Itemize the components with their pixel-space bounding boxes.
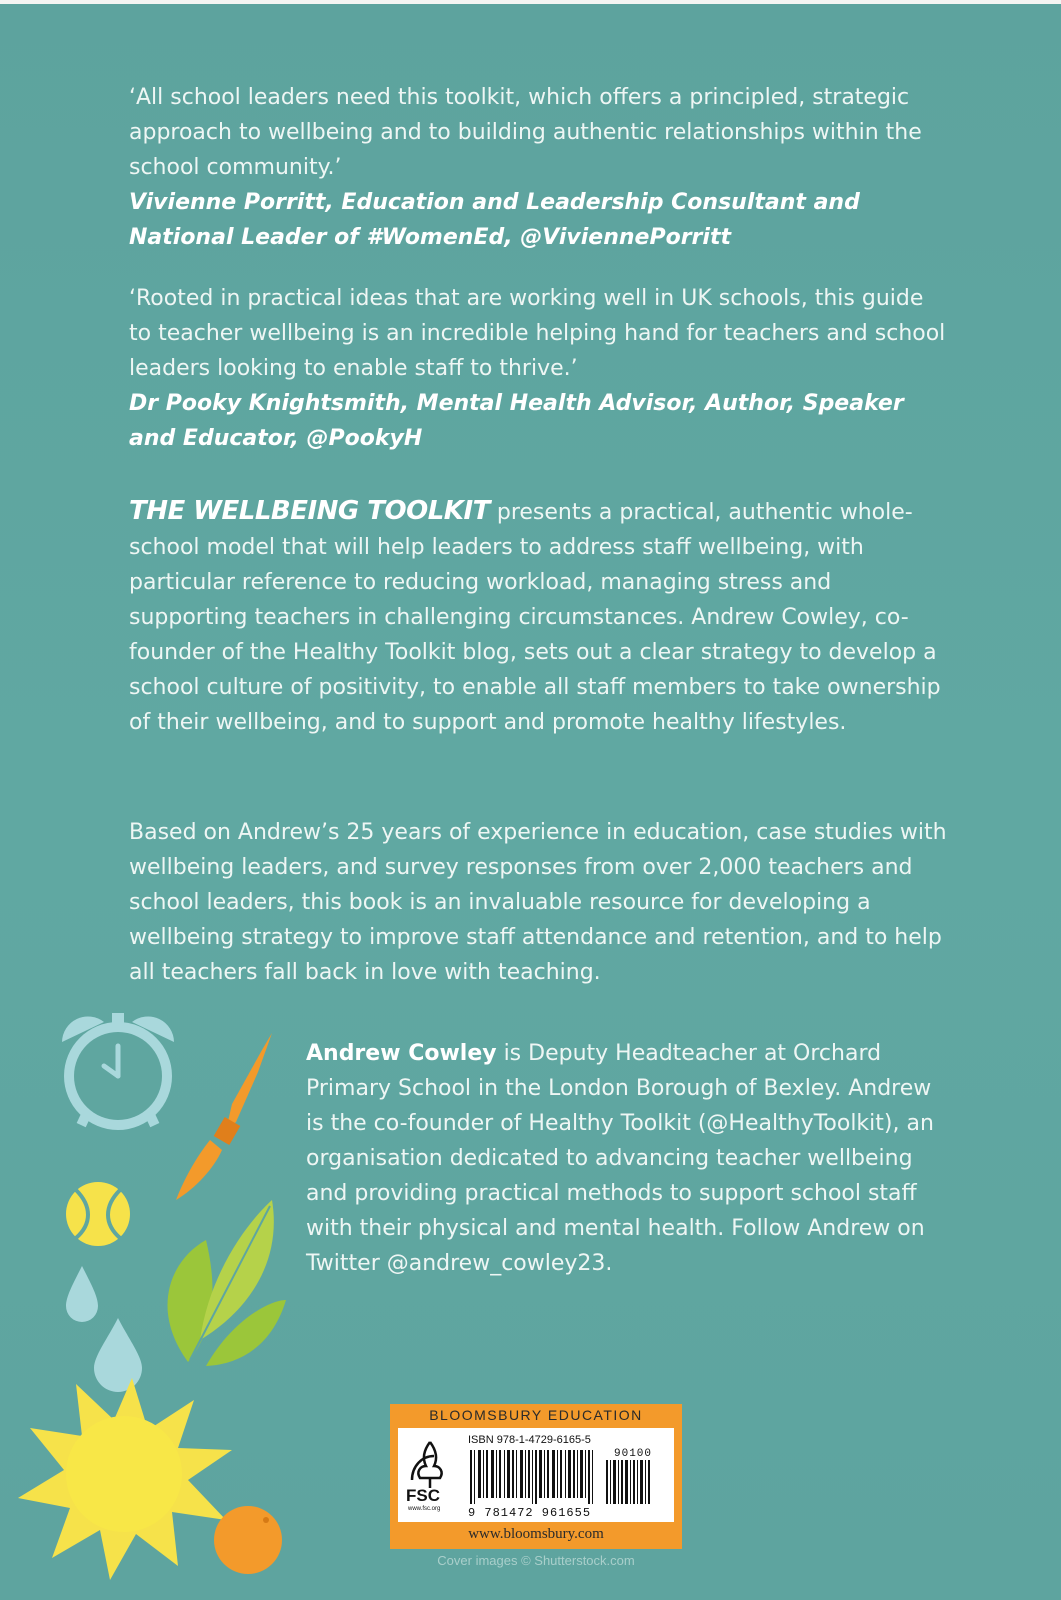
isbn-number: ISBN 978-1-4729-6165-5 <box>468 1434 591 1446</box>
alarm-clock-icon <box>62 1013 174 1130</box>
fsc-label: FSC <box>406 1486 440 1505</box>
ean-digits: 9 781472 961655 <box>468 1506 592 1520</box>
book-title: THE WELLBEING TOOLKIT <box>129 496 490 526</box>
quote-text: ‘Rooted in practical ideas that are working well in UK schools, this guide to teacher wellbeing is an incredible helping hand for teachers and school leaders looking to enable staff to thrive.’ <box>129 286 946 381</box>
description-text: presents a practical, authentic whole-school model that will help leaders to address staff wellbeing, with particular reference to reducing workload, managing stress and supporting teachers in challenging circumstances. Andrew Cowley, co-founder of the Healthy Toolkit blog, sets out a clear strategy to develop a school culture of positivity, to enable all staff members to take ownership of their wellbeing, and to support and promote healthy lifestyles. <box>129 500 941 735</box>
publisher-imprint: BLOOMSBURY EDUCATION <box>429 1407 643 1423</box>
background-paragraph: Based on Andrew’s 25 years of experience in education, case studies with wellbeing leaders, and survey responses from over 2,000 teachers and school leaders, this book is an invaluable resource for developing a wellbeing strategy to improve staff attendance and retention, and to help all teachers fall back in love with teaching. <box>129 820 947 985</box>
paintbrush-icon <box>176 1033 272 1200</box>
image-credit: Cover images © Shutterstock.com <box>437 1553 635 1568</box>
orange-icon <box>214 1506 282 1574</box>
quote-attribution: Dr Pooky Knightsmith, Mental Health Advisor, Author, Speaker and Educator, @PookyH <box>129 391 904 451</box>
water-drops-icon <box>66 1266 142 1392</box>
author-name: Andrew Cowley <box>306 1041 497 1066</box>
tennis-ball-icon <box>66 1182 130 1246</box>
bio-text: is Deputy Headteacher at Orchard Primary School in the London Borough of Bexley. Andrew is the co-founder of Healthy Toolkit (@HealthyToolkit), an organisation dedicated to advancing teacher wellbeing and providing practical methods to support school staff with their physical and mental health. Follow Andrew on Twitter @andrew_cowley23. <box>306 1041 934 1276</box>
fsc-url: www.fsc.org <box>408 1506 441 1512</box>
leaves-icon <box>168 1200 286 1366</box>
price-code: 90100 <box>614 1448 653 1460</box>
quote-text: ‘All school leaders need this toolkit, which offers a principled, strategic approach to wellbeing and to building authentic relationships within the school community.’ <box>129 85 922 180</box>
publisher-website: www.bloomsbury.com <box>468 1526 604 1542</box>
barcode-panel <box>398 1428 674 1522</box>
isbn-barcode-block <box>390 1404 682 1549</box>
sun-icon <box>18 1378 232 1580</box>
quote-attribution: Vivienne Porritt, Education and Leadership Consultant and National Leader of #WomenEd, @ViviennePorritt <box>129 190 860 250</box>
